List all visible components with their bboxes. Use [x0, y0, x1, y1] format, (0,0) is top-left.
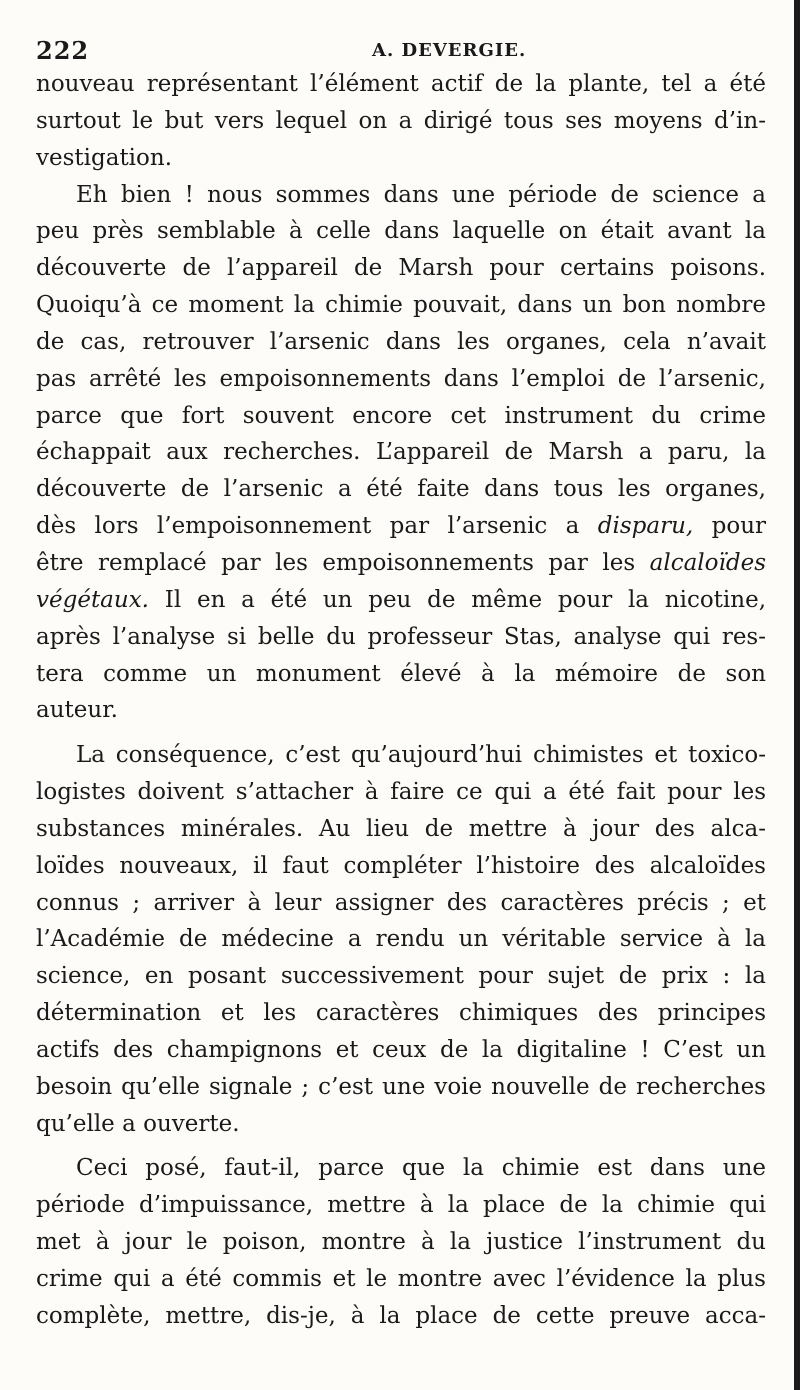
text-line: l’Académie de médecine a rendu un véritable service à la — [36, 926, 766, 953]
text-line: Quoiqu’à ce moment la chimie pouvait, dans un bon nombre — [36, 292, 766, 319]
text-line: qu’elle a ouverte. — [36, 1110, 240, 1137]
text-line: échappait aux recherches. L’appareil de Marsh a paru, la — [36, 439, 766, 466]
paragraph-3 — [36, 737, 766, 1142]
text-line: détermination et les caractères chimiques des principes — [36, 1000, 766, 1027]
text-line — [36, 545, 766, 582]
italic-term: alcaloïdes — [649, 549, 766, 576]
paragraph-1 — [36, 66, 766, 177]
page-edge-shadow — [794, 0, 800, 1390]
text-line: loïdes nouveaux, il faut compléter l’histoire des alcaloïdes — [36, 852, 766, 879]
text-line — [36, 508, 766, 545]
paragraph-2 — [36, 177, 766, 730]
text-line: actifs des champignons et ceux de la digitaline ! C’est un — [36, 1036, 766, 1063]
text-segment: dès lors l’empoisonnement par l’arsenic a — [36, 513, 580, 540]
text-line: tera comme un monument élevé à la mémoire de son — [36, 660, 766, 687]
text-line: auteur. — [36, 697, 118, 724]
text-line: La conséquence, c’est qu’aujourd’hui chimistes et toxico- — [76, 742, 766, 769]
italic-term: végétaux. — [36, 586, 149, 613]
text-line: découverte de l’appareil de Marsh pour certains poisons. — [36, 255, 766, 282]
text-line: Ceci posé, faut-il, parce que la chimie est dans une — [76, 1155, 766, 1182]
text-line: de cas, retrouver l’arsenic dans les organes, cela n’avait — [36, 328, 766, 355]
text-line: Eh bien ! nous sommes dans une période de science a — [76, 181, 766, 208]
text-segment: Il en a été un peu de même pour la nicotine, — [164, 586, 766, 613]
text-line: pas arrêté les empoisonnements dans l’emploi de l’arsenic, — [36, 365, 766, 392]
text-line: nouveau représentant l’élément actif de la plante, tel a été — [36, 71, 766, 97]
text-line: science, en posant successivement pour sujet de prix : la — [36, 963, 766, 990]
paragraph-gap — [36, 729, 766, 737]
text-line: connus ; arriver à leur assigner des caractères précis ; et — [36, 889, 766, 916]
page-number: 222 — [36, 36, 90, 65]
running-head: A. DEVERGIE. — [372, 40, 527, 61]
text-line: complète, mettre, dis-je, à la place de cette preuve acca- — [36, 1302, 766, 1329]
text-line: met à jour le poison, montre à la justice l’instrument du — [36, 1229, 766, 1256]
body-text — [36, 66, 766, 1335]
text-line: surtout le but vers lequel on a dirigé tous ses moyens d’in- — [36, 107, 766, 134]
text-line: logistes doivent s’attacher à faire ce qui a été fait pour les — [36, 779, 766, 806]
text-line — [36, 582, 766, 619]
text-line: substances minérales. Au lieu de mettre à jour des alca- — [36, 815, 766, 842]
paragraph-4 — [36, 1150, 766, 1334]
text-segment: être remplacé par les empoisonnements par les — [36, 549, 636, 576]
text-line: vestigation. — [36, 144, 173, 171]
text-segment: pour — [711, 513, 766, 540]
text-line: parce que fort souvent encore cet instrument du crime — [36, 402, 766, 429]
text-line: période d’impuissance, mettre à la place de la chimie qui — [36, 1192, 766, 1219]
text-line: besoin qu’elle signale ; c’est une voie nouvelle de recherches — [36, 1073, 766, 1100]
paragraph-gap — [36, 1142, 766, 1150]
text-line: après l’analyse si belle du professeur Stas, analyse qui res- — [36, 623, 766, 650]
page-header — [36, 36, 736, 70]
text-line: peu près semblable à celle dans laquelle on était avant la — [36, 218, 766, 245]
text-line: découverte de l’arsenic a été faite dans tous les organes, — [36, 476, 766, 503]
text-line: crime qui a été commis et le montre avec l’évidence la plus — [36, 1266, 766, 1292]
italic-term: disparu, — [597, 513, 694, 540]
